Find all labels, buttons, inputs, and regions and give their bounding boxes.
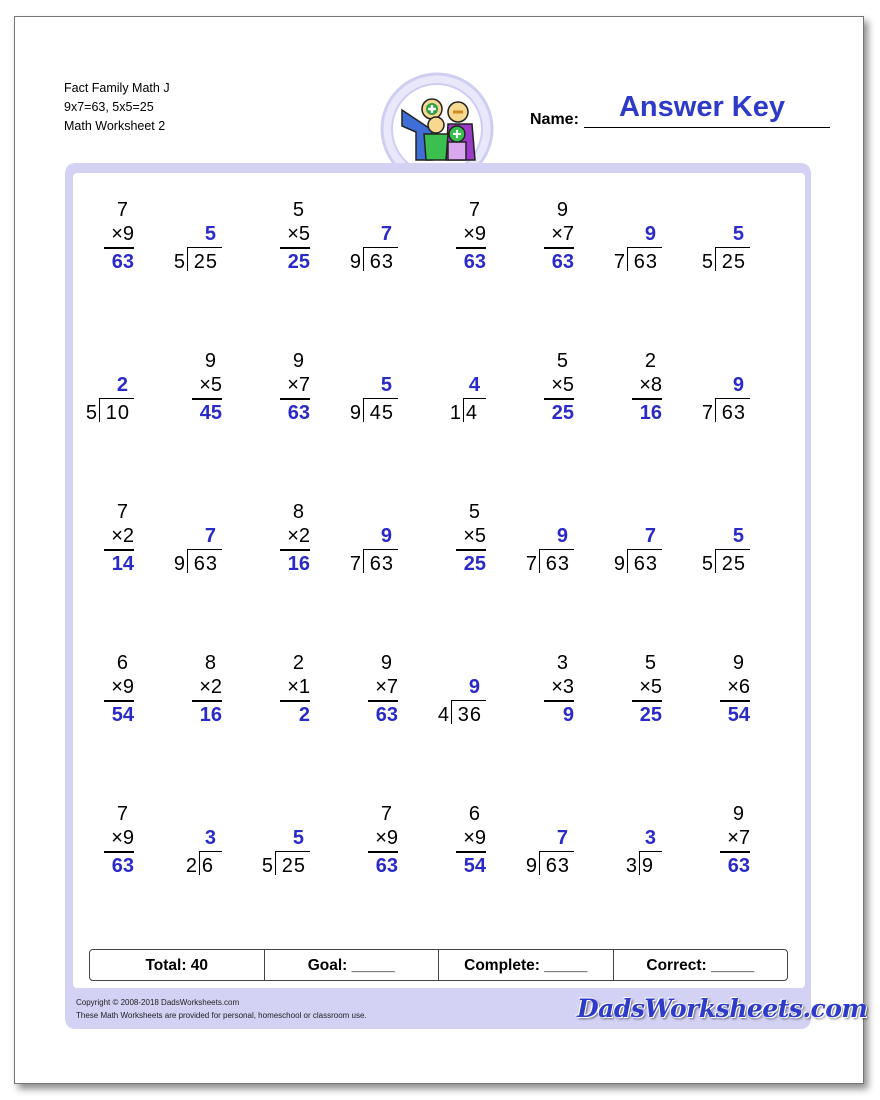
- division-problem: [142, 501, 222, 581]
- factor-bottom: ×9: [463, 827, 486, 849]
- multiplication-problem: [670, 803, 750, 883]
- factor-top: 9: [380, 652, 392, 674]
- factor-top: 6: [116, 652, 128, 674]
- quotient-answer: 5: [204, 223, 216, 245]
- product-answer: 25: [287, 251, 310, 273]
- product-answer: 25: [551, 402, 574, 424]
- multiplication-problem: [230, 652, 310, 732]
- product-line: [544, 247, 574, 249]
- division-bar-top: [188, 549, 222, 550]
- dividend: 63: [633, 553, 658, 575]
- name-label: Name:: [530, 111, 579, 128]
- factor-bottom: ×7: [375, 676, 398, 698]
- division-bracket: [463, 398, 464, 422]
- factor-top: 7: [116, 803, 128, 825]
- product-answer: 63: [463, 251, 486, 273]
- divisor: 9: [525, 855, 537, 877]
- division-bar-top: [188, 247, 222, 248]
- division-bracket: [363, 398, 364, 422]
- brand-logo: DadsWorksheets.com: [577, 994, 868, 1023]
- factor-top: 5: [556, 350, 568, 372]
- dividend: 63: [369, 251, 394, 273]
- product-line: [280, 398, 310, 400]
- division-problem: [406, 652, 486, 732]
- division-bracket: [627, 549, 628, 573]
- factor-bottom: ×5: [639, 676, 662, 698]
- dividend: 63: [633, 251, 658, 273]
- product-line: [368, 700, 398, 702]
- factor-top: 2: [644, 350, 656, 372]
- division-problem: [406, 350, 486, 430]
- division-bar-top: [628, 247, 662, 248]
- factor-top: 3: [556, 652, 568, 674]
- division-bar-top: [276, 851, 310, 852]
- multiplication-problem: [142, 350, 222, 430]
- product-line: [720, 700, 750, 702]
- factor-top: 6: [468, 803, 480, 825]
- product-line: [192, 398, 222, 400]
- quotient-answer: 9: [556, 525, 568, 547]
- factor-top: 7: [116, 501, 128, 523]
- quotient-answer: 9: [732, 374, 744, 396]
- product-answer: 63: [111, 855, 134, 877]
- division-problem: [582, 803, 662, 883]
- copyright-notice: [76, 997, 367, 1022]
- division-bar-top: [464, 398, 486, 399]
- product-line: [280, 549, 310, 551]
- product-line: [544, 700, 574, 702]
- multiplication-problem: [54, 803, 134, 883]
- dividend: 6: [201, 855, 214, 877]
- quotient-answer: 9: [468, 676, 480, 698]
- total-cell: Total: 40: [90, 950, 265, 980]
- product-line: [104, 700, 134, 702]
- quotient-answer: 5: [292, 827, 304, 849]
- factor-top: 8: [292, 501, 304, 523]
- division-bar-top: [716, 398, 750, 399]
- factor-bottom: ×7: [287, 374, 310, 396]
- factor-bottom: ×5: [287, 223, 310, 245]
- division-bracket: [363, 247, 364, 271]
- product-line: [104, 851, 134, 853]
- factor-top: 9: [732, 803, 744, 825]
- divisor: 7: [701, 402, 713, 424]
- division-bar-top: [640, 851, 662, 852]
- quotient-answer: 5: [380, 374, 392, 396]
- name-line: [584, 127, 830, 128]
- division-bar-top: [716, 549, 750, 550]
- factor-bottom: ×9: [111, 827, 134, 849]
- quotient-answer: 9: [380, 525, 392, 547]
- worksheet-facts: 9x7=63, 5x5=25: [64, 100, 154, 114]
- dividend: 9: [641, 855, 654, 877]
- dividend: 25: [721, 553, 746, 575]
- product-answer: 2: [298, 704, 310, 726]
- dividend: 63: [369, 553, 394, 575]
- factor-bottom: ×7: [551, 223, 574, 245]
- division-problem: [670, 199, 750, 279]
- dividend: 63: [721, 402, 746, 424]
- division-problem: [142, 199, 222, 279]
- product-answer: 25: [639, 704, 662, 726]
- division-problem: [670, 501, 750, 581]
- division-bar-top: [364, 398, 398, 399]
- division-bracket: [715, 247, 716, 271]
- product-answer: 14: [111, 553, 134, 575]
- answer-key-heading: Answer Key: [618, 91, 785, 123]
- division-bar-top: [364, 247, 398, 248]
- quotient-answer: 7: [204, 525, 216, 547]
- divisor: 7: [349, 553, 361, 575]
- product-answer: 16: [199, 704, 222, 726]
- factor-bottom: ×5: [551, 374, 574, 396]
- division-bar-top: [540, 549, 574, 550]
- product-line: [368, 851, 398, 853]
- multiplication-problem: [406, 501, 486, 581]
- divisor: 7: [613, 251, 625, 273]
- division-bracket: [639, 851, 640, 875]
- worksheet-subtitle: Math Worksheet 2: [64, 119, 166, 133]
- factor-bottom: ×9: [375, 827, 398, 849]
- factor-top: 9: [732, 652, 744, 674]
- division-problem: [142, 803, 222, 883]
- division-bracket: [451, 700, 452, 724]
- multiplication-problem: [406, 199, 486, 279]
- factor-bottom: ×5: [463, 525, 486, 547]
- dividend: 25: [193, 251, 218, 273]
- factor-top: 2: [292, 652, 304, 674]
- factor-top: 5: [468, 501, 480, 523]
- divisor: 1: [449, 402, 461, 424]
- factor-top: 7: [116, 199, 128, 221]
- product-answer: 63: [375, 704, 398, 726]
- divisor: 5: [701, 553, 713, 575]
- multiplication-problem: [406, 803, 486, 883]
- dividend: 63: [545, 553, 570, 575]
- divisor: 9: [613, 553, 625, 575]
- divisor: 5: [85, 402, 97, 424]
- goal-cell: Goal: _____: [265, 950, 440, 980]
- product-answer: 63: [727, 855, 750, 877]
- product-answer: 45: [199, 402, 222, 424]
- worksheet-header: [64, 79, 170, 136]
- division-bar-top: [452, 700, 486, 701]
- multiplication-problem: [318, 803, 398, 883]
- divisor: 2: [185, 855, 197, 877]
- division-bar-top: [364, 549, 398, 550]
- division-bar-top: [628, 549, 662, 550]
- dividend: 36: [457, 704, 482, 726]
- multiplication-problem: [142, 652, 222, 732]
- product-answer: 63: [551, 251, 574, 273]
- product-line: [104, 247, 134, 249]
- dividend: 10: [105, 402, 130, 424]
- division-problem: [318, 350, 398, 430]
- divisor: 9: [349, 402, 361, 424]
- factor-bottom: ×9: [463, 223, 486, 245]
- product-answer: 63: [111, 251, 134, 273]
- multiplication-problem: [230, 501, 310, 581]
- copyright-line: Copyright © 2008-2018 DadsWorksheets.com: [76, 998, 240, 1007]
- multiplication-problem: [54, 199, 134, 279]
- division-bar-top: [100, 398, 134, 399]
- factor-top: 7: [380, 803, 392, 825]
- product-line: [104, 549, 134, 551]
- multiplication-problem: [494, 652, 574, 732]
- factor-bottom: ×8: [639, 374, 662, 396]
- factor-bottom: ×6: [727, 676, 750, 698]
- divisor: 5: [701, 251, 713, 273]
- factor-bottom: ×5: [199, 374, 222, 396]
- divisor: 7: [525, 553, 537, 575]
- factor-top: 5: [292, 199, 304, 221]
- product-answer: 25: [463, 553, 486, 575]
- division-bracket: [99, 398, 100, 422]
- multiplication-problem: [54, 652, 134, 732]
- division-bracket: [715, 549, 716, 573]
- factor-top: 9: [556, 199, 568, 221]
- division-problem: [318, 199, 398, 279]
- product-answer: 16: [287, 553, 310, 575]
- division-bracket: [715, 398, 716, 422]
- quotient-answer: 3: [204, 827, 216, 849]
- division-problem: [494, 803, 574, 883]
- quotient-answer: 2: [116, 374, 128, 396]
- factor-bottom: ×9: [111, 223, 134, 245]
- factor-bottom: ×2: [287, 525, 310, 547]
- multiplication-problem: [318, 652, 398, 732]
- product-line: [456, 851, 486, 853]
- division-bar-top: [716, 247, 750, 248]
- usage-notice: These Math Worksheets are provided for personal, homeschool or classroom use.: [76, 1010, 367, 1020]
- factor-bottom: ×1: [287, 676, 310, 698]
- factor-top: 5: [644, 652, 656, 674]
- division-problem: [54, 350, 134, 430]
- division-problem: [670, 350, 750, 430]
- quotient-answer: 5: [732, 525, 744, 547]
- division-bracket: [199, 851, 200, 875]
- factor-top: 9: [204, 350, 216, 372]
- division-bar-top: [200, 851, 222, 852]
- quotient-answer: 7: [380, 223, 392, 245]
- multiplication-problem: [582, 652, 662, 732]
- division-problem: [318, 501, 398, 581]
- division-problem: [582, 501, 662, 581]
- multiplication-problem: [670, 652, 750, 732]
- multiplication-problem: [494, 199, 574, 279]
- division-bracket: [539, 851, 540, 875]
- divisor: 9: [349, 251, 361, 273]
- product-answer: 54: [727, 704, 750, 726]
- score-bar: [89, 949, 788, 981]
- product-answer: 54: [463, 855, 486, 877]
- dividend: 25: [281, 855, 306, 877]
- multiplication-problem: [582, 350, 662, 430]
- division-problem: [582, 199, 662, 279]
- quotient-answer: 7: [556, 827, 568, 849]
- worksheet-title: Fact Family Math J: [64, 81, 170, 95]
- product-line: [280, 700, 310, 702]
- product-answer: 54: [111, 704, 134, 726]
- dividend: 45: [369, 402, 394, 424]
- division-bracket: [187, 549, 188, 573]
- divisor: 4: [437, 704, 449, 726]
- factor-top: 9: [292, 350, 304, 372]
- division-bracket: [363, 549, 364, 573]
- product-line: [280, 247, 310, 249]
- dividend: 63: [545, 855, 570, 877]
- complete-cell: Complete: _____: [439, 950, 614, 980]
- quotient-answer: 4: [468, 374, 480, 396]
- dividend: 25: [721, 251, 746, 273]
- product-answer: 16: [639, 402, 662, 424]
- factor-bottom: ×2: [199, 676, 222, 698]
- product-answer: 63: [287, 402, 310, 424]
- quotient-answer: 5: [732, 223, 744, 245]
- multiplication-problem: [494, 350, 574, 430]
- quotient-answer: 3: [644, 827, 656, 849]
- product-line: [456, 549, 486, 551]
- division-bracket: [187, 247, 188, 271]
- product-answer: 63: [375, 855, 398, 877]
- product-line: [632, 700, 662, 702]
- dividend: 63: [193, 553, 218, 575]
- divisor: 3: [625, 855, 637, 877]
- factor-bottom: ×9: [111, 676, 134, 698]
- quotient-answer: 9: [644, 223, 656, 245]
- product-line: [720, 851, 750, 853]
- division-bar-top: [540, 851, 574, 852]
- division-problem: [494, 501, 574, 581]
- multiplication-problem: [230, 350, 310, 430]
- division-bracket: [627, 247, 628, 271]
- product-line: [544, 398, 574, 400]
- dividend: 4: [465, 402, 478, 424]
- multiplication-problem: [54, 501, 134, 581]
- divisor: 5: [173, 251, 185, 273]
- division-bracket: [275, 851, 276, 875]
- division-bracket: [539, 549, 540, 573]
- product-line: [192, 700, 222, 702]
- division-problem: [230, 803, 310, 883]
- factor-bottom: ×7: [727, 827, 750, 849]
- factor-bottom: ×2: [111, 525, 134, 547]
- quotient-answer: 7: [644, 525, 656, 547]
- product-answer: 9: [562, 704, 574, 726]
- product-line: [632, 398, 662, 400]
- factor-bottom: ×3: [551, 676, 574, 698]
- factor-top: 8: [204, 652, 216, 674]
- correct-cell: Correct: _____: [646, 957, 755, 974]
- product-line: [456, 247, 486, 249]
- divisor: 5: [261, 855, 273, 877]
- divisor: 9: [173, 553, 185, 575]
- multiplication-problem: [230, 199, 310, 279]
- factor-top: 7: [468, 199, 480, 221]
